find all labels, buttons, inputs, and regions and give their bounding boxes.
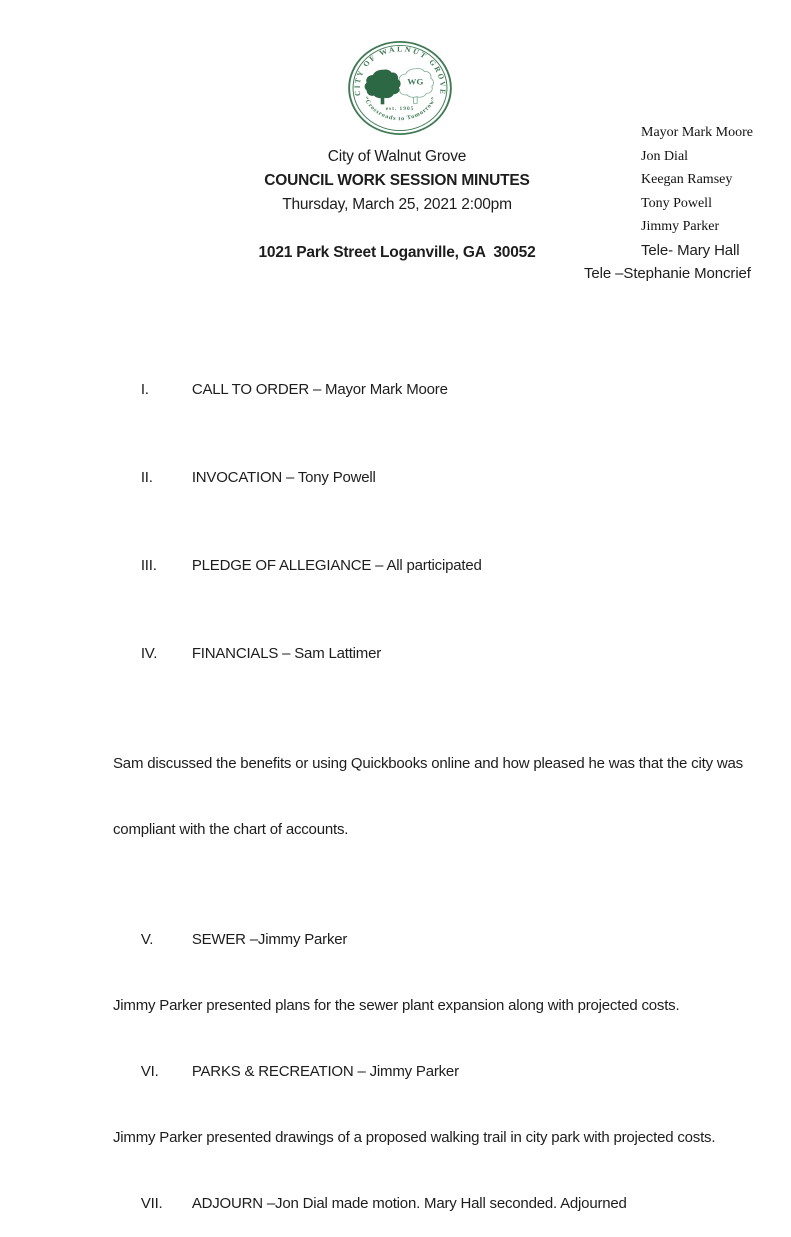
agenda-numeral: IV. xyxy=(140,645,158,662)
agenda-numeral: VI. xyxy=(140,1063,159,1080)
city-name: City of Walnut Grove xyxy=(327,148,467,165)
attendee-name-tele: Tele- Mary Hall xyxy=(641,241,740,259)
agenda-body xyxy=(113,350,791,1237)
agenda-text: CALL TO ORDER – Mayor Mark Moore xyxy=(191,381,448,398)
seal-arc-text-top: CITY OF WALNUT GROVE xyxy=(352,44,448,97)
agenda-item-call-to-order xyxy=(113,357,791,423)
agenda-text: FINANCIALS – Sam Lattimer xyxy=(191,645,382,662)
agenda-item-adjourn xyxy=(113,1171,791,1237)
agenda-item-financials xyxy=(113,621,791,687)
attendee-name: Jimmy Parker xyxy=(641,219,720,234)
agenda-text: ADJOURN –Jon Dial made motion. Mary Hall seconded. Adjourned xyxy=(191,1195,627,1212)
agenda-numeral: I. xyxy=(140,381,149,398)
paragraph-line: Sam discussed the benefits or using Quickbooks online and how pleased he was that the city was xyxy=(113,755,743,772)
paragraph-line: compliant with the chart of accounts. xyxy=(113,821,349,838)
agenda-numeral: III. xyxy=(140,557,157,574)
paragraph-sewer: Jimmy Parker presented plans for the sewer plant expansion along with projected costs. xyxy=(113,997,680,1014)
seal-monogram: WG xyxy=(407,77,424,87)
seal-est-text: est. 1905 xyxy=(385,106,415,112)
attendee-name: Keegan Ramsey xyxy=(641,172,733,187)
city-seal-logo xyxy=(347,40,453,136)
document-header xyxy=(228,145,566,265)
agenda-item-invocation xyxy=(113,445,791,511)
agenda-item-pledge xyxy=(113,533,791,599)
agenda-numeral: VII. xyxy=(140,1195,163,1212)
agenda-numeral: II. xyxy=(140,469,153,486)
attendee-name-mayor: Mayor Mark Moore xyxy=(641,125,753,140)
city-seal-icon xyxy=(347,40,453,136)
solid-tree-icon xyxy=(365,69,401,104)
agenda-item-sewer xyxy=(113,907,791,973)
agenda-text: INVOCATION – Tony Powell xyxy=(191,469,376,486)
outlined-tree-icon xyxy=(397,68,433,103)
meeting-address: 1021 Park Street Loganville, GA 30052 xyxy=(258,244,536,261)
paragraph-parks: Jimmy Parker presented drawings of a proposed walking trail in city park with projected costs. xyxy=(113,1129,716,1146)
agenda-text: PARKS & RECREATION – Jimmy Parker xyxy=(191,1063,459,1080)
agenda-numeral: V. xyxy=(140,931,154,948)
attendee-name: Jon Dial xyxy=(641,148,689,164)
agenda-item-parks xyxy=(113,1039,791,1105)
document-title: COUNCIL WORK SESSION MINUTES xyxy=(264,172,530,189)
attendee-name: Tony Powell xyxy=(641,195,712,211)
agenda-text: SEWER –Jimmy Parker xyxy=(191,931,348,948)
meeting-datetime: Thursday, March 25, 2021 2:00pm xyxy=(282,196,512,213)
agenda-text: PLEDGE OF ALLEGIANCE – All participated xyxy=(191,557,482,574)
attendee-list xyxy=(584,121,791,286)
attendee-name-tele: Tele –Stephanie Moncrief xyxy=(584,265,751,282)
seal-arc-text-bottom: “Crossroads to Tomorrow” xyxy=(361,96,439,123)
paragraph-financials xyxy=(113,709,791,885)
